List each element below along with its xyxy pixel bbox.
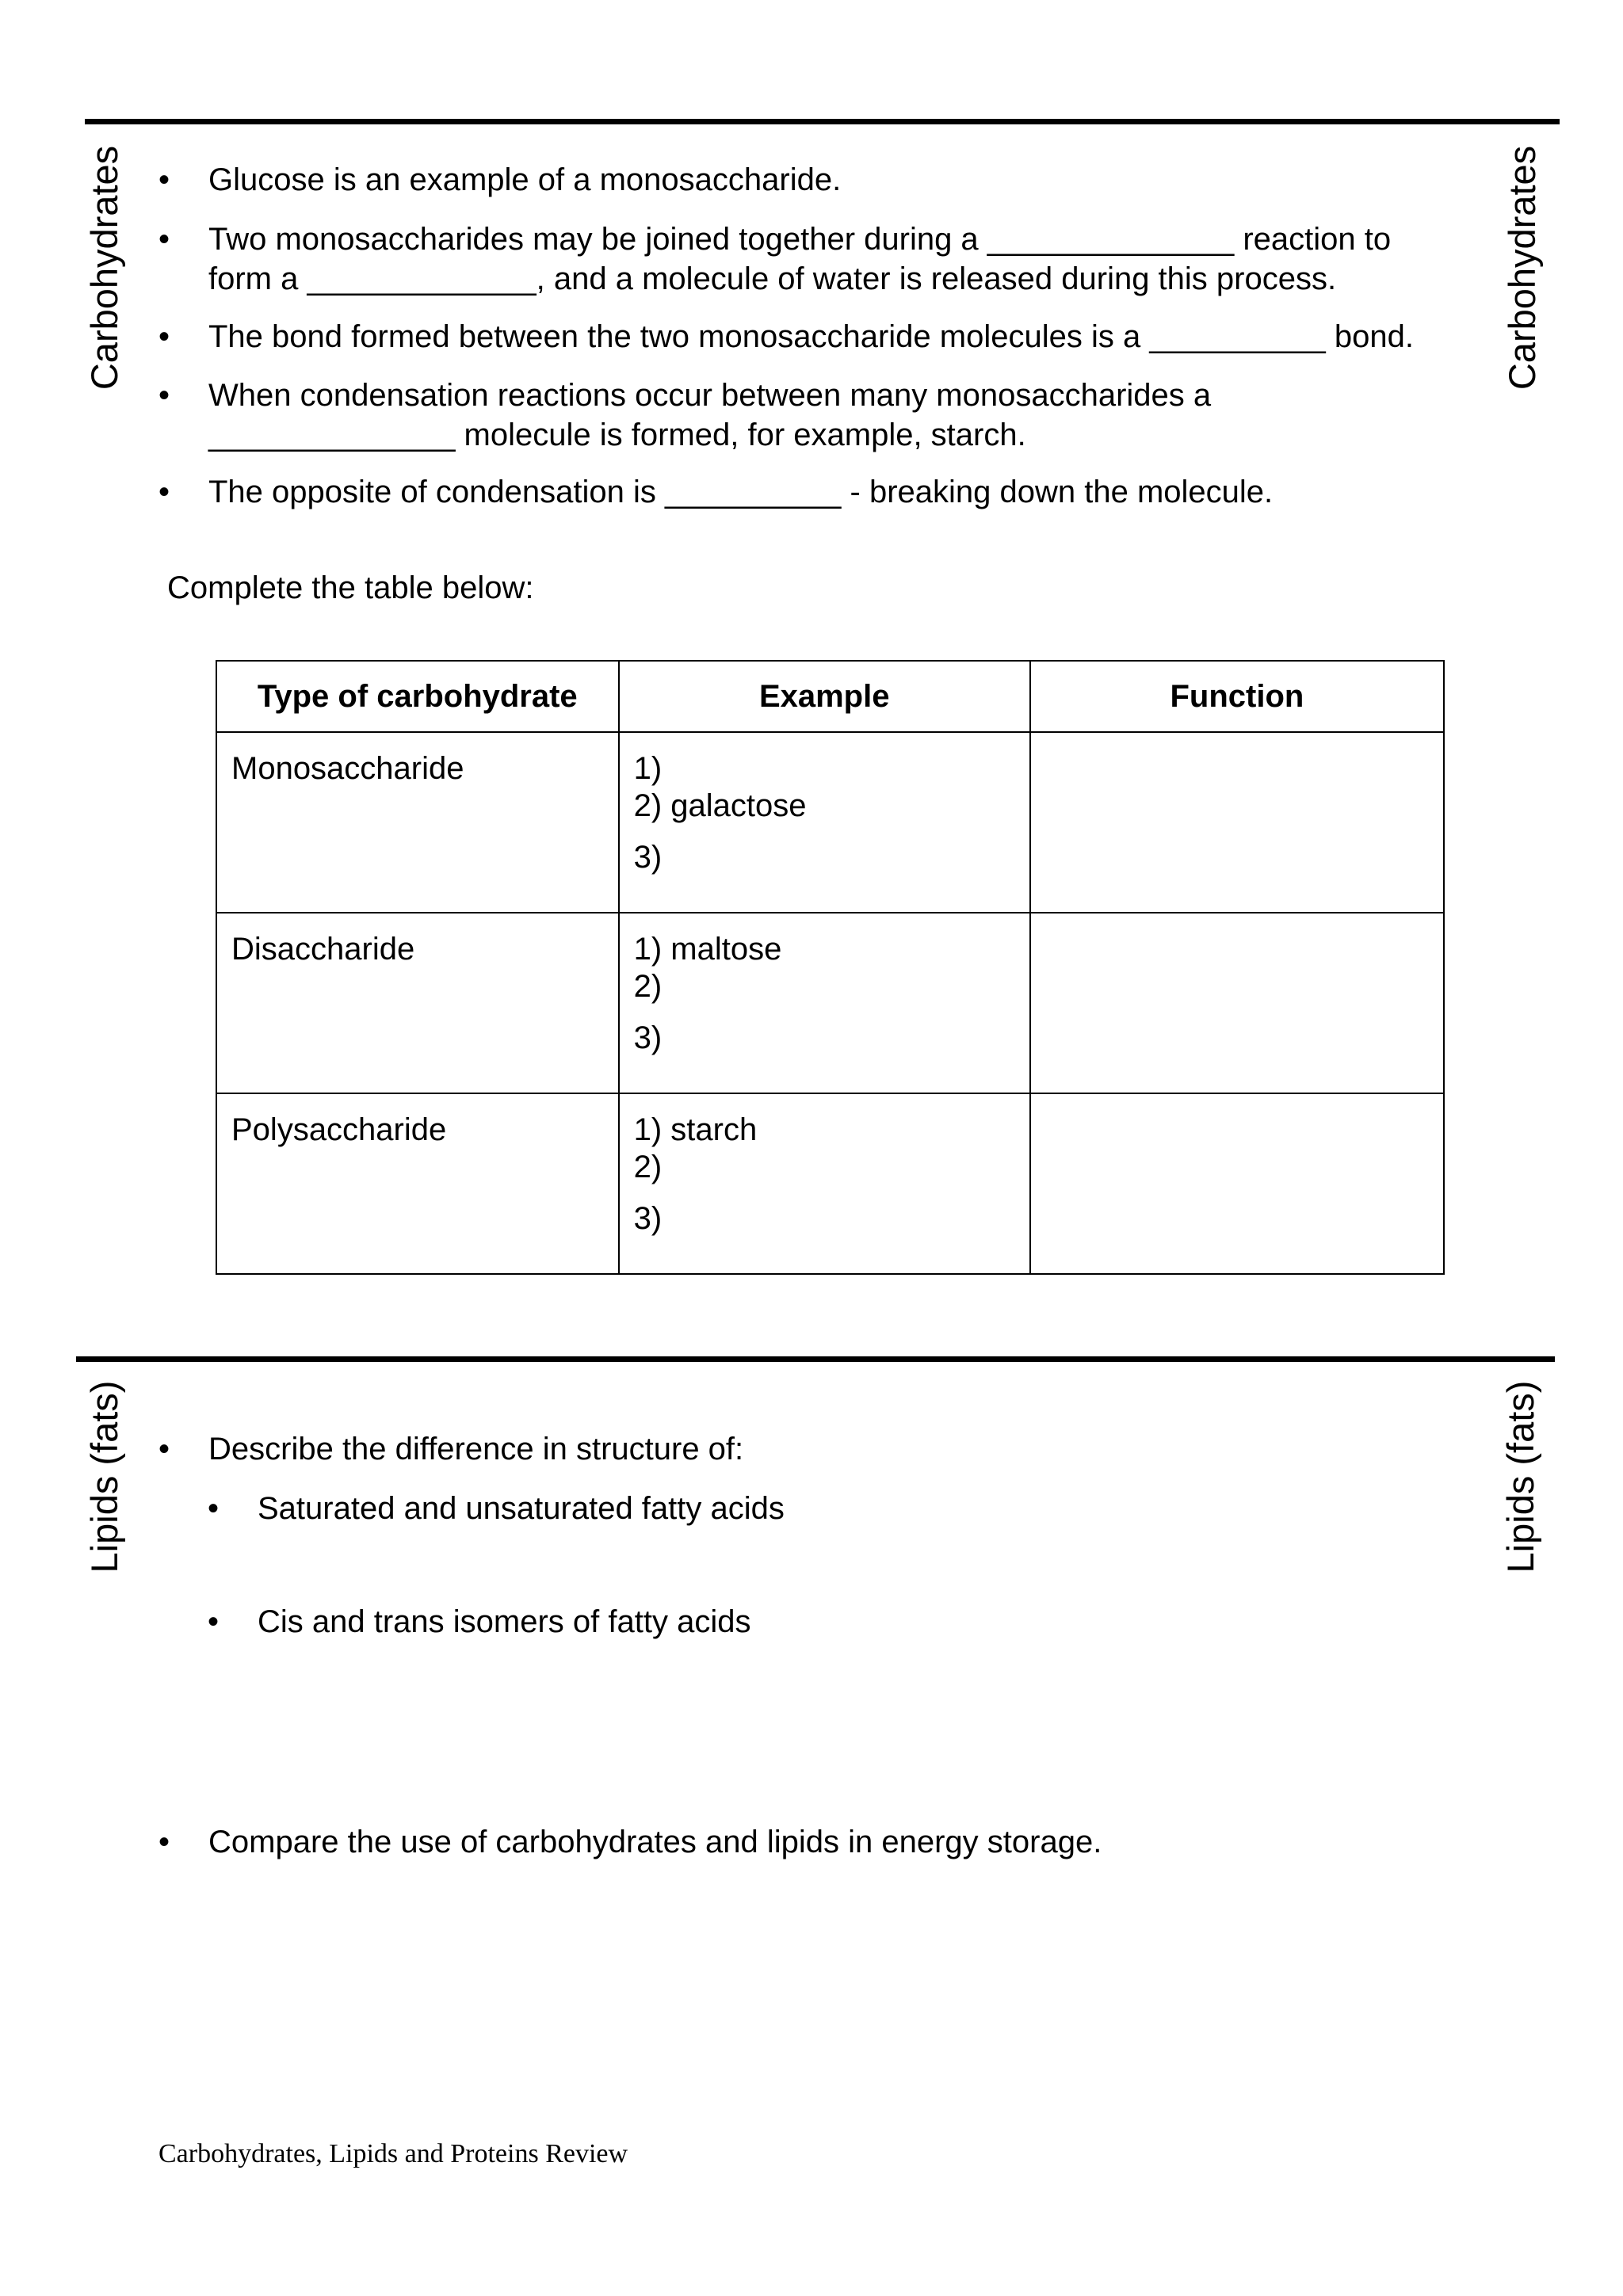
example-line: 2) [633,969,663,1004]
bullet-dot: • [208,1491,220,1526]
example-line: 2) galactose [633,788,807,823]
cell-example [619,1093,1030,1274]
header-example: Example [619,661,1030,732]
page-footer: Carbohydrates, Lipids and Proteins Review [158,2139,628,2168]
bullet-text: Describe the difference in structure of: [208,1432,744,1466]
bullet-dot: • [158,222,170,257]
bullet-dot: • [208,1604,220,1639]
header-type: Type of carbohydrate [216,661,619,732]
bullet-dot: • [158,378,170,413]
example-line: 1) maltose [633,932,782,967]
cell-type: Disaccharide [216,913,619,1093]
example-line: 3) [633,1201,663,1236]
cell-type: Monosaccharide [216,732,619,913]
table-header-row [216,661,1444,732]
table-row [216,913,1444,1093]
bullet-text: The bond formed between the two monosaccharide molecules is a __________ bond. [208,319,1414,354]
table-row [216,732,1444,913]
bullet-text: The opposite of condensation is __________ - breaking down the molecule. [208,475,1274,509]
bullet-text: Saturated and unsaturated fatty acids [258,1491,785,1526]
header-function: Function [1030,661,1444,732]
bullet-dot: • [158,475,170,509]
bullet-dot: • [158,1432,170,1466]
bullet-text-line2: ______________ molecule is formed, for example, starch. [208,418,1026,452]
cell-function[interactable] [1030,913,1444,1093]
bullet-text: Cis and trans isomers of fatty acids [258,1604,751,1639]
cell-example [619,732,1030,913]
table-instruction: Complete the table below: [167,570,534,605]
bullet-text: Compare the use of carbohydrates and lipids in energy storage. [208,1825,1102,1859]
example-line: 2) [633,1150,663,1184]
example-line: 3) [633,1020,663,1055]
example-line: 1) starch [633,1112,758,1147]
bullet-dot: • [158,162,170,197]
table-row [216,1093,1444,1274]
carbohydrate-table [216,660,1445,1275]
carbohydrates-top-rule [85,119,1560,124]
side-label-right-carbohydrates: Carbohydrates [1501,145,1543,391]
bullet-dot: • [158,1825,170,1859]
bullet-text: Glucose is an example of a monosaccharide. [208,162,842,197]
cell-type: Polysaccharide [216,1093,619,1274]
cell-function[interactable] [1030,1093,1444,1274]
side-label-left-carbohydrates: Carbohydrates [83,145,125,391]
example-line: 3) [633,840,663,875]
bullet-text-line1: Two monosaccharides may be joined together during a ______________ reaction to [208,222,1392,257]
bullet-text-line1: When condensation reactions occur between many monosaccharides a [208,378,1212,413]
example-line: 1) [633,751,663,786]
cell-function[interactable] [1030,732,1444,913]
cell-example [619,913,1030,1093]
bullet-text-line2: form a _____________, and a molecule of water is released during this process. [208,261,1337,296]
bullet-dot: • [158,319,170,354]
side-label-left-lipids: Lipids (fats) [83,1380,125,1573]
side-label-right-lipids: Lipids (fats) [1499,1380,1541,1573]
lipids-top-rule [76,1356,1555,1362]
